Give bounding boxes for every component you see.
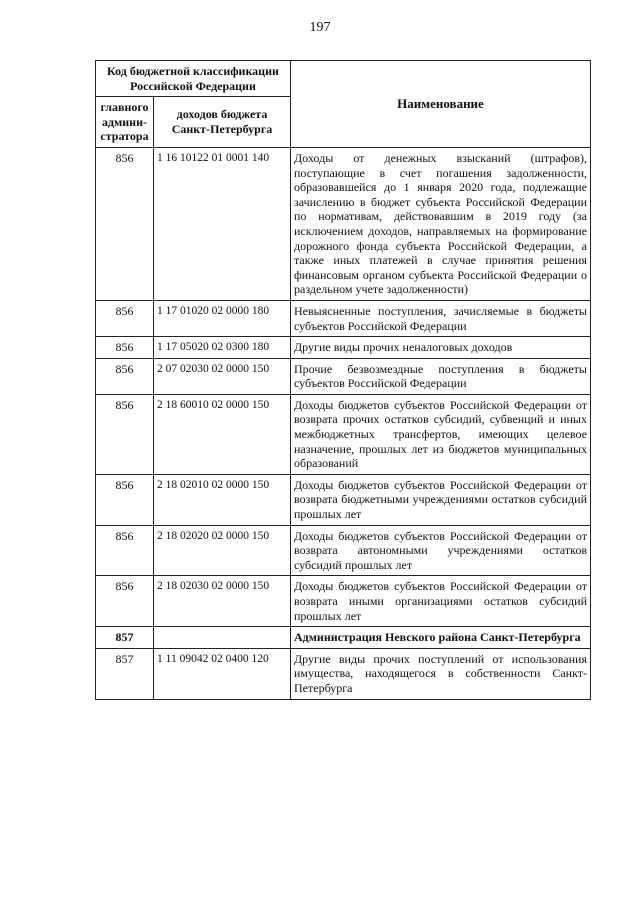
income-code-cell: 1 17 01020 02 0000 180 [154,300,291,336]
name-cell: Доходы бюджетов субъектов Российской Федерации от возврата прочих остатков субсидий, субвенций и иных межбюджетных трансфертов, имеющих целевое назначение, прошлых лет из бюджетов муниципальных образований [291,394,591,474]
name-column-header: Наименование [291,61,591,148]
table-row [96,576,591,627]
admin-code-cell: 856 [96,147,154,300]
name-cell: Доходы бюджетов субъектов Российской Федерации от возврата автономными учреждениями остатков субсидий прошлых лет [291,525,591,576]
admin-code-cell: 856 [96,300,154,336]
name-cell: Доходы бюджетов субъектов Российской Федерации от возврата бюджетными учреждениями остатков субсидий прошлых лет [291,474,591,525]
admin-code-cell: 857 [96,648,154,699]
income-code-cell: 1 11 09042 02 0400 120 [154,648,291,699]
name-cell: Доходы от денежных взысканий (штрафов), поступающие в счет погашения задолженности, образовавшейся до 1 января 2020 года, подлежащие зачислению в бюджет субъекта Российской Федерации по нормативам, действовавшим в 2019 году (за исключением доходов, направляемых на формирование дорожного фонда субъекта Российской Федерации, а также иных платежей в случае принятия решения финансовым органом субъекта Российской Федерации о раздельном учете задолженности) [291,147,591,300]
table-row [96,300,591,336]
table-row [96,394,591,474]
income-code-cell: 2 18 60010 02 0000 150 [154,394,291,474]
name-cell: Невыясненные поступления, зачисляемые в бюджеты субъектов Российской Федерации [291,300,591,336]
table-row [96,627,591,649]
code-group-header: Код бюджетной классификации Российской Федерации [96,61,291,97]
table-row [96,648,591,699]
admin-column-header: главного админи-стратора [96,97,154,148]
income-code-cell: 2 07 02030 02 0000 150 [154,358,291,394]
admin-code-cell: 856 [96,525,154,576]
name-cell: Доходы бюджетов субъектов Российской Федерации от возврата иными организациями остатков субсидий прошлых лет [291,576,591,627]
name-cell: Прочие безвозмездные поступления в бюджеты субъектов Российской Федерации [291,358,591,394]
income-code-cell: 1 17 05020 02 0300 180 [154,337,291,359]
table-header-row [96,61,591,97]
name-cell: Другие виды прочих неналоговых доходов [291,337,591,359]
name-cell: Администрация Невского района Санкт-Петербурга [291,627,591,649]
income-code-cell: 1 16 10122 01 0001 140 [154,147,291,300]
admin-code-cell: 856 [96,358,154,394]
admin-code-cell: 856 [96,576,154,627]
name-cell: Другие виды прочих поступлений от использования имущества, находящегося в собственности Санкт-Петербурга [291,648,591,699]
admin-code-cell: 856 [96,394,154,474]
table-row [96,474,591,525]
income-code-cell: 2 18 02010 02 0000 150 [154,474,291,525]
table-row [96,337,591,359]
table-row [96,358,591,394]
admin-code-cell: 857 [96,627,154,649]
budget-classification-table [95,60,591,700]
table-row [96,525,591,576]
page-number: 197 [309,20,331,35]
income-code-cell: 2 18 02030 02 0000 150 [154,576,291,627]
income-code-cell: 2 18 02020 02 0000 150 [154,525,291,576]
table-row [96,147,591,300]
table-body [96,147,591,699]
admin-code-cell: 856 [96,474,154,525]
income-code-cell [154,627,291,649]
admin-code-cell: 856 [96,337,154,359]
income-column-header: доходов бюджета Санкт-Петербурга [154,97,291,148]
